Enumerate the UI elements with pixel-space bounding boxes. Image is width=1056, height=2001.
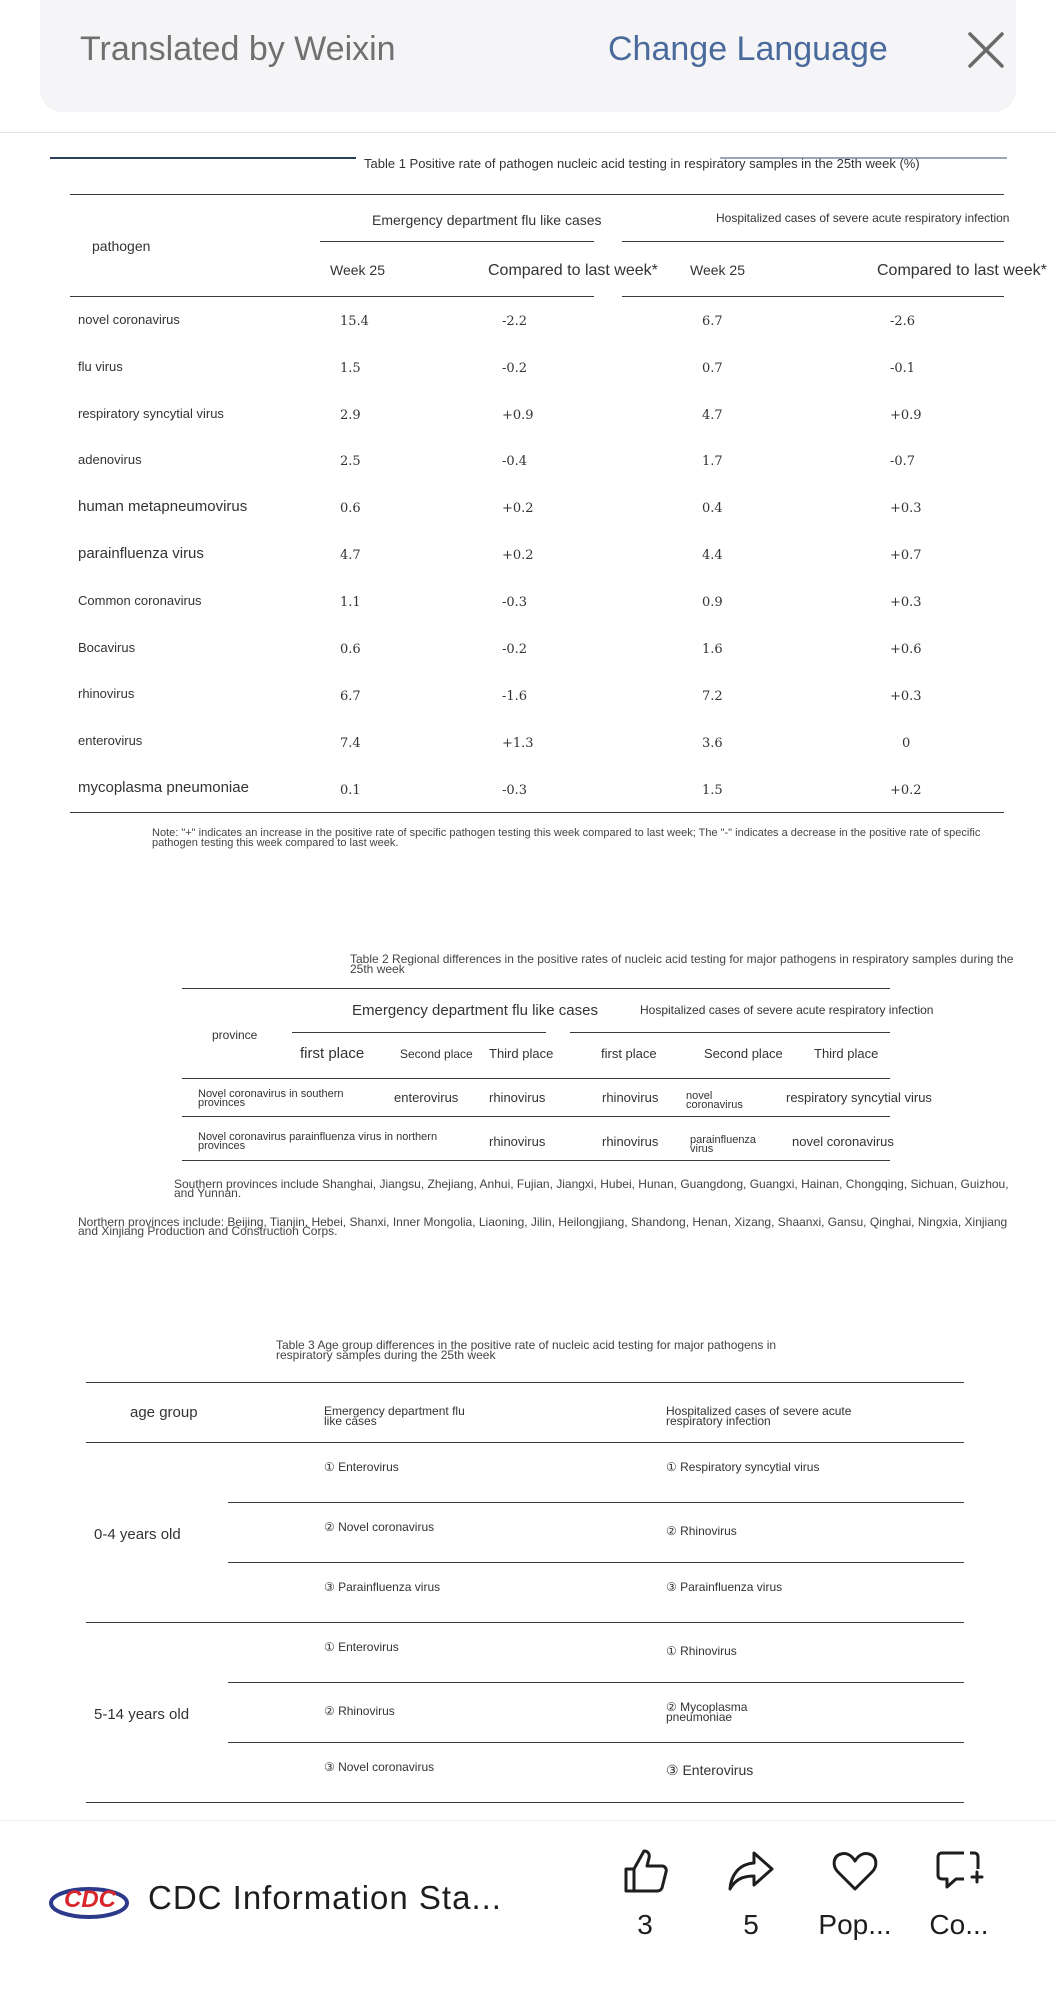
table2-col-province: province (212, 1028, 258, 1042)
table-rule (622, 241, 1004, 242)
ed-pathogen-cell: ② Novel coronavirus (324, 1520, 435, 1534)
table1-title: Table 1 Positive rate of pathogen nucleic acid testing in respiratory samples in the 25th week (%) (364, 156, 920, 171)
table-rule (228, 1742, 964, 1743)
age-group-label: 0-4 years old (94, 1526, 181, 1543)
hosp-change-value: +0.6 (890, 642, 922, 657)
change-language-link[interactable]: Change Language (608, 30, 888, 68)
ed-week-value: 1.1 (340, 595, 361, 610)
hosp-week-value: 1.7 (702, 454, 723, 469)
ed-change-value: -2.2 (502, 314, 528, 329)
hosp-change-value: +0.3 (890, 689, 922, 704)
table2-group-hosp: Hospitalized cases of severe acute respiratory infection (640, 1003, 934, 1017)
pathogen-name: respiratory syncytial virus (78, 406, 224, 421)
ed-change-value: +1.3 (502, 736, 534, 751)
ed-week-value: 0.6 (340, 501, 361, 516)
table3-title: Table 3 Age group differences in the positive rate of nucleic acid testing for major pathogens in respiratory samples during the 25th week (276, 1338, 777, 1362)
ed-week-value: 0.6 (340, 642, 361, 657)
ed-pathogen-cell: ③ Novel coronavirus (324, 1760, 435, 1774)
table-rule (320, 241, 594, 242)
ed-second-cell: rhinovirus (489, 1090, 546, 1105)
hosp-pathogen-cell: ① Respiratory syncytial virus (666, 1460, 820, 1474)
table3-col-hosp: Hospitalized cases of severe acute respiratory infection (666, 1404, 852, 1428)
pathogen-name: rhinovirus (78, 686, 135, 701)
hosp-change-value: -0.7 (890, 454, 916, 469)
ed-week-value: 2.9 (340, 408, 361, 423)
table-rule (86, 1442, 964, 1443)
table-rule (182, 1160, 890, 1161)
hosp-week-value: 0.9 (702, 595, 723, 610)
ed-week-value: 0.1 (340, 783, 361, 798)
comment-button[interactable] (914, 1847, 1004, 1941)
table-rule (86, 1802, 964, 1803)
table2-first-hosp: first place (601, 1046, 657, 1061)
pathogen-name: adenovirus (78, 452, 142, 467)
table-rule (570, 1032, 890, 1033)
like-button[interactable] (600, 1847, 690, 1941)
hosp-pathogen-cell: ③ Enterovirus (666, 1762, 754, 1778)
thumbs-up-icon (620, 1847, 670, 1895)
ed-week-value: 7.4 (340, 736, 361, 751)
like-count: 3 (637, 1909, 653, 1940)
hosp-week-value: 7.2 (702, 689, 723, 704)
pathogen-name: human metapneumovirus (78, 498, 248, 515)
comment-add-icon (934, 1847, 984, 1895)
table-rule (70, 812, 1004, 813)
table-rule (182, 1116, 890, 1117)
hosp-change-value: +0.3 (890, 501, 922, 516)
ed-week-value: 6.7 (340, 689, 361, 704)
southern-provinces-note: Southern provinces include Shanghai, Jiangsu, Zhejiang, Anhui, Fujian, Jiangxi, Hubei, Hunan, Guangdong, Guangxi, Hainan, Chongqing, Sichuan, Guizhou, and Yunnan. (174, 1177, 1009, 1200)
table-rule (228, 1682, 964, 1683)
hosp-pathogen-cell: ② Rhinovirus (666, 1524, 737, 1538)
hosp-pathogen-cell: ① Rhinovirus (666, 1644, 737, 1658)
table1-col-pathogen: pathogen (92, 238, 151, 254)
account-name[interactable]: CDC Information Sta... (148, 1879, 502, 1916)
table-rule (622, 296, 1004, 297)
ed-change-value: -0.3 (502, 783, 528, 798)
ed-change-value: -0.4 (502, 454, 528, 469)
translation-bar (40, 0, 1016, 112)
table2-first-ed: first place (300, 1045, 365, 1062)
title-underline (50, 157, 356, 159)
province-cell: Novel coronavirus in southern provinces (198, 1088, 344, 1109)
ed-change-value: -0.2 (502, 361, 528, 376)
pathogen-name: Common coronavirus (78, 593, 202, 608)
popular-label: Pop... (818, 1909, 892, 1940)
ed-pathogen-cell: ③ Parainfluenza virus (324, 1580, 441, 1594)
pathogen-name: enterovirus (78, 733, 143, 748)
hosp-change-value: +0.7 (890, 548, 922, 563)
hosp-pathogen-cell: ③ Parainfluenza virus (666, 1580, 783, 1594)
table1-compared-hosp: Compared to last week* (877, 262, 1047, 279)
pathogen-name: parainfluenza virus (78, 545, 204, 562)
table-rule (228, 1562, 964, 1563)
table-rule (182, 988, 890, 989)
close-icon[interactable] (966, 30, 1006, 70)
hosp-first-cell: rhinovirus (602, 1090, 659, 1105)
table1-week25-ed: Week 25 (330, 262, 385, 278)
pathogen-name: Bocavirus (78, 640, 136, 655)
table1-group-ed: Emergency department flu like cases (372, 212, 602, 228)
table1-group-hosp: Hospitalized cases of severe acute respiratory infection (716, 211, 1010, 225)
age-group-label: 5-14 years old (94, 1706, 190, 1723)
pathogen-name: flu virus (78, 359, 123, 374)
table-rule (86, 1382, 964, 1383)
ed-second-cell: rhinovirus (489, 1134, 546, 1149)
table1-week25-hosp: Week 25 (690, 262, 745, 278)
table2-third-hosp: Third place (814, 1046, 879, 1061)
ed-change-value: +0.9 (502, 408, 534, 423)
popular-button[interactable] (810, 1847, 900, 1941)
ed-change-value: +0.2 (502, 501, 534, 516)
ed-pathogen-cell: ② Rhinovirus (324, 1704, 395, 1718)
table-rule (70, 296, 594, 297)
hosp-week-value: 4.4 (702, 548, 723, 563)
hosp-second-cell: novel coronavirus (686, 1090, 743, 1111)
bottom-action-bar (0, 1820, 1056, 2001)
divider (0, 132, 1056, 133)
table-rule (86, 1622, 964, 1623)
table3-col-age: age group (130, 1404, 198, 1421)
table-rule (292, 1032, 546, 1033)
ed-week-value: 15.4 (340, 314, 369, 329)
hosp-week-value: 1.5 (702, 783, 723, 798)
ed-first-cell: enterovirus (394, 1090, 459, 1105)
hosp-week-value: 0.7 (702, 361, 723, 376)
cdc-logo-icon[interactable] (48, 1875, 130, 1925)
comment-label: Co... (929, 1909, 989, 1940)
table1-compared-ed: Compared to last week* (488, 262, 658, 279)
ed-change-value: -0.3 (502, 595, 528, 610)
hosp-change-value: +0.2 (890, 783, 922, 798)
hosp-second-cell: parainfluenza virus (690, 1134, 757, 1155)
hosp-change-value: 0 (902, 736, 911, 751)
table2-third-ed: Third place (489, 1046, 554, 1061)
table-rule (228, 1502, 964, 1503)
ed-pathogen-cell: ① Enterovirus (324, 1640, 399, 1654)
ed-change-value: -1.6 (502, 689, 528, 704)
pathogen-name: mycoplasma pneumoniae (78, 779, 249, 796)
province-cell: Novel coronavirus parainfluenza virus in northern provinces (198, 1131, 438, 1152)
heart-icon (830, 1847, 880, 1895)
hosp-third-cell: novel coronavirus (792, 1134, 894, 1149)
ed-change-value: +0.2 (502, 548, 534, 563)
table2-title: Table 2 Regional differences in the positive rates of nucleic acid testing for major pathogens in respiratory samples during the 25th week (350, 952, 1014, 976)
ed-week-value: 2.5 (340, 454, 361, 469)
hosp-change-value: -2.6 (890, 314, 916, 329)
hosp-week-value: 6.7 (702, 314, 723, 329)
pathogen-name: novel coronavirus (78, 312, 180, 327)
hosp-week-value: 0.4 (702, 501, 723, 516)
ed-week-value: 4.7 (340, 548, 361, 563)
hosp-change-value: +0.9 (890, 408, 922, 423)
article-content (0, 140, 1056, 1820)
hosp-week-value: 1.6 (702, 642, 723, 657)
northern-provinces-note: Northern provinces include: Beijing, Tianjin, Hebei, Shanxi, Inner Mongolia, Liaoning, Jilin, Heilongjiang, Shandong, Henan, Xizang, Shaanxi, Gansu, Qinghai, Ningxia, Xinjiang and Xinjiang Production and Construction Corps. (78, 1215, 1008, 1238)
table2-second-hosp: Second place (704, 1046, 783, 1061)
ed-pathogen-cell: ① Enterovirus (324, 1460, 399, 1474)
translated-by-label: Translated by Weixin (80, 30, 396, 68)
hosp-pathogen-cell: ② Mycoplasma pneumoniae (666, 1700, 748, 1724)
hosp-week-value: 3.6 (702, 736, 723, 751)
svg-text:CDC: CDC (64, 1886, 116, 1913)
hosp-week-value: 4.7 (702, 408, 723, 423)
table3-col-ed: Emergency department flu like cases (324, 1404, 465, 1428)
hosp-first-cell: rhinovirus (602, 1134, 659, 1149)
table-rule (70, 194, 1004, 195)
hosp-change-value: +0.3 (890, 595, 922, 610)
hosp-change-value: -0.1 (890, 361, 916, 376)
table2-second-ed: Second place (400, 1047, 473, 1061)
table1-note: Note: "+" indicates an increase in the positive rate of specific pathogen testing this week compared to last week; The "-" indicates a decrease in the positive rate of specific pathogen testing this week compared to last week. (152, 827, 981, 849)
table2-group-ed: Emergency department flu like cases (352, 1002, 598, 1019)
table-rule (182, 1078, 890, 1079)
share-button[interactable] (706, 1847, 796, 1941)
hosp-third-cell: respiratory syncytial virus (786, 1090, 932, 1105)
share-count: 5 (743, 1909, 759, 1940)
ed-change-value: -0.2 (502, 642, 528, 657)
ed-week-value: 1.5 (340, 361, 361, 376)
share-icon (726, 1847, 776, 1895)
